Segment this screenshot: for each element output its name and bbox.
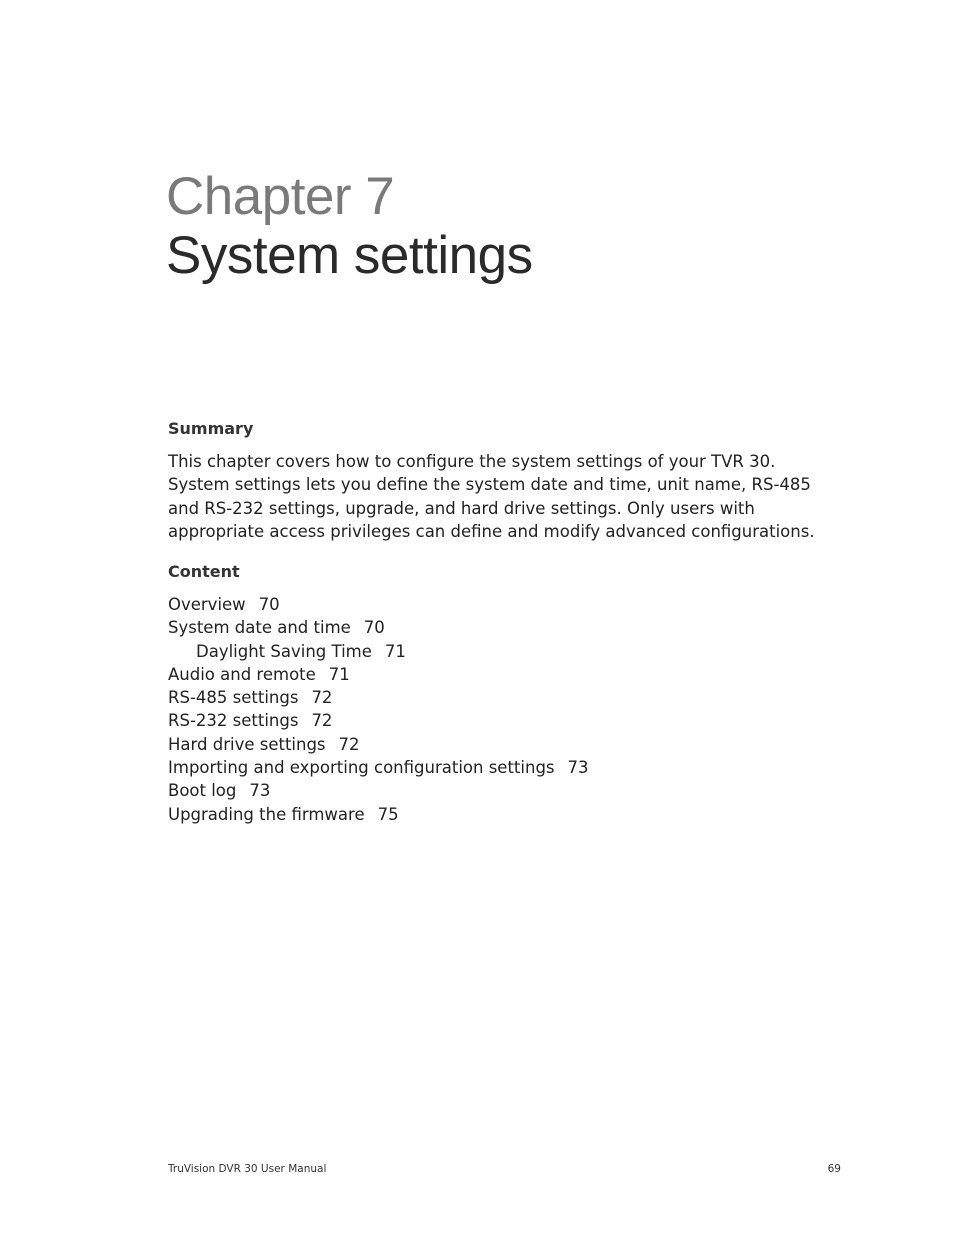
toc-item-rs485-settings[interactable] bbox=[168, 686, 589, 709]
toc-item-title: Daylight Saving Time bbox=[196, 641, 372, 661]
table-of-contents bbox=[168, 593, 589, 826]
footer-manual-title: TruVision DVR 30 User Manual bbox=[168, 1163, 327, 1175]
toc-item-audio-and-remote[interactable] bbox=[168, 663, 589, 686]
content-heading: Content bbox=[168, 562, 240, 581]
toc-item-title: RS-232 settings bbox=[168, 711, 299, 731]
toc-item-title: Hard drive settings bbox=[168, 734, 326, 754]
chapter-number: Chapter 7 bbox=[166, 167, 395, 226]
chapter-title: System settings bbox=[166, 226, 533, 285]
toc-item-importing-exporting-config[interactable] bbox=[168, 756, 589, 779]
summary-text: This chapter covers how to configure the system settings of your TVR 30. System settings lets you define the system date and time, unit name, RS-485 and RS-232 settings, upgrade, and hard drive settings. Only users with appropriate access privileges can define and modify advanced configurations. bbox=[168, 452, 815, 541]
toc-item-page: 70 bbox=[258, 595, 280, 614]
toc-item-page: 72 bbox=[311, 711, 333, 731]
toc-item-title: Upgrading the firmware bbox=[168, 804, 365, 824]
toc-item-title: RS-485 settings bbox=[168, 688, 299, 708]
toc-item-daylight-saving-time[interactable] bbox=[168, 640, 589, 663]
toc-item-rs232-settings[interactable] bbox=[168, 709, 589, 732]
toc-item-boot-log[interactable] bbox=[168, 779, 589, 802]
toc-item-page: 71 bbox=[328, 664, 350, 684]
toc-item-title: System date and time bbox=[168, 618, 351, 638]
toc-item-title: Audio and remote bbox=[168, 664, 316, 684]
summary-heading: Summary bbox=[168, 419, 254, 438]
toc-item-page: 71 bbox=[384, 641, 406, 661]
toc-item-title: Importing and exporting configuration settings bbox=[168, 758, 555, 778]
toc-item-page: 73 bbox=[249, 781, 271, 801]
toc-item-overview[interactable] bbox=[168, 593, 589, 616]
toc-item-title: Overview bbox=[168, 595, 246, 614]
toc-item-page: 72 bbox=[338, 734, 360, 754]
toc-item-hard-drive-settings[interactable] bbox=[168, 733, 589, 756]
toc-item-upgrading-firmware[interactable] bbox=[168, 803, 589, 826]
toc-item-page: 75 bbox=[377, 804, 399, 824]
toc-item-page: 73 bbox=[567, 758, 589, 778]
toc-item-title: Boot log bbox=[168, 781, 237, 801]
toc-item-page: 70 bbox=[363, 618, 385, 638]
toc-item-system-date-and-time[interactable] bbox=[168, 616, 589, 639]
toc-item-page: 72 bbox=[311, 688, 333, 708]
footer-page-number: 69 bbox=[827, 1163, 841, 1175]
